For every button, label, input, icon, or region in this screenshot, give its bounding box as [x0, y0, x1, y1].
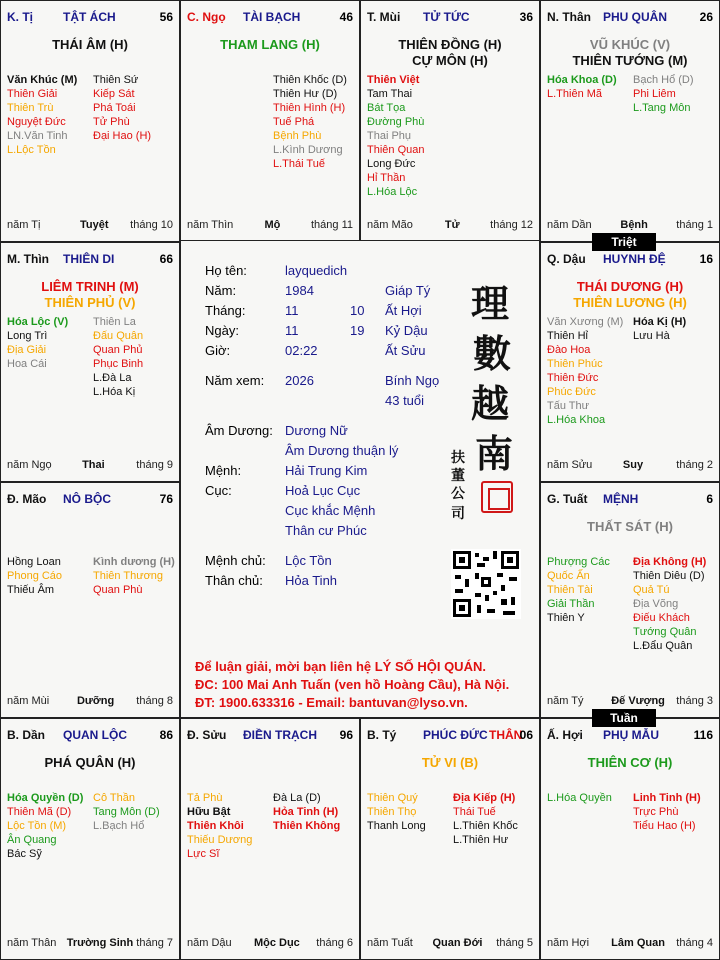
minor-star: Tấu Thư — [547, 400, 590, 412]
minor-star: Thanh Long — [367, 820, 426, 832]
minor-star: Thiên Giải — [7, 88, 58, 100]
minor-stars-right — [453, 791, 518, 847]
minor-star: L.Hóa Lộc — [367, 186, 418, 198]
palace-stage: Tử — [444, 219, 460, 231]
palace-name: PHỤ MẪU — [603, 728, 659, 742]
main-stars — [541, 519, 719, 535]
palace-stage: Dưỡng — [76, 695, 115, 707]
name-value: layquedich — [285, 263, 348, 278]
than-cu-note: Thân cư Phúc — [285, 523, 367, 538]
minor-star: L.Hóa Kị — [93, 386, 136, 398]
palace-footer — [541, 695, 719, 709]
palace-header — [1, 723, 179, 741]
minor-stars-left — [547, 555, 610, 625]
palace-footer — [361, 937, 539, 951]
main-star: VŨ KHÚC (V) — [589, 37, 671, 52]
palace-decade: 56 — [159, 10, 173, 24]
palace-decade: 66 — [159, 252, 173, 266]
palace-name: TẬT ÁCH — [63, 10, 116, 24]
minor-stars-left — [367, 73, 424, 199]
minor-star: Thái Tuế — [453, 806, 496, 818]
palace-decade: 26 — [699, 10, 713, 24]
minor-star: Kiếp Sát — [93, 88, 135, 100]
palace-cell[interactable] — [0, 718, 180, 960]
palace-stage: Mộ — [264, 219, 281, 231]
palace-stage: Quan Đới — [432, 937, 483, 949]
minor-star: Tướng Quân — [633, 626, 697, 638]
palace-footer — [361, 219, 539, 233]
minor-stars-left — [7, 315, 68, 371]
minor-star: Hóa Quyền (D) — [7, 792, 84, 804]
main-stars — [541, 279, 719, 311]
minor-star: Thiên Y — [547, 612, 585, 624]
palace-footer — [1, 459, 179, 473]
contact-phone-email: ĐT: 1900.633316 - Email: bantuvan@lyso.vn. — [195, 695, 468, 710]
red-seal-stamp — [481, 481, 513, 513]
minor-star: Địa Võng — [633, 598, 679, 610]
main-star: LIÊM TRINH (M) — [41, 279, 139, 294]
palace-stage: Trường Sinh — [66, 937, 134, 949]
minor-star: Hóa Kị (H) — [633, 316, 687, 328]
palace-position: B. Tý — [367, 728, 397, 742]
palace-year: năm Mùi — [7, 695, 50, 707]
main-star: THÁI ÂM (H) — [52, 37, 128, 52]
minor-star: L.Tang Môn — [633, 102, 691, 114]
minor-star: Thiếu Dương — [187, 834, 253, 846]
minor-star: Hóa Lộc (V) — [7, 316, 69, 328]
minor-star: Ân Quang — [7, 834, 57, 846]
palace-month: tháng 7 — [136, 937, 173, 949]
minor-star: Đà La (D) — [273, 792, 321, 804]
palace-decade: 76 — [159, 492, 173, 506]
main-stars — [361, 37, 539, 69]
minor-star: Địa Kiếp (H) — [453, 792, 516, 804]
hour-label: Giờ: — [205, 343, 231, 358]
palace-cell[interactable] — [0, 482, 180, 718]
cuc-note: Cục khắc Mệnh — [285, 503, 376, 518]
palace-stage: Đế Vượng — [611, 695, 665, 707]
main-stars — [1, 755, 179, 771]
contact-line-1: Để luận giải, mời bạn liên hệ LÝ SỐ HỘI QUÁN. — [195, 659, 486, 674]
minor-star: Thiếu Âm — [7, 584, 55, 596]
minor-star: Thai Phụ — [367, 130, 412, 142]
amduong-label: Âm Dương: — [205, 423, 273, 438]
main-stars — [1, 37, 179, 53]
view-year-value: 2026 — [285, 373, 314, 388]
palace-position: C. Ngọ — [187, 10, 226, 24]
palace-position: N. Thân — [547, 10, 591, 24]
palace-month: tháng 5 — [496, 937, 533, 949]
palace-header — [181, 5, 359, 23]
palace-name: TỬ TỨC — [423, 10, 470, 24]
minor-star: Lực Sĩ — [187, 848, 220, 860]
amduong-note: Âm Dương thuận lý — [285, 443, 399, 458]
palace-header — [541, 5, 719, 23]
amduong-value: Dương Nữ — [285, 423, 348, 438]
palace-year: năm Ngọ — [7, 459, 52, 471]
minor-star: Thiên Thương — [93, 570, 164, 582]
palace-stage: Mộc Dục — [253, 937, 300, 949]
minor-star: L.Lộc Tồn — [7, 144, 56, 156]
palace-decade: 96 — [339, 728, 353, 742]
palace-name: HUYNH ĐỆ — [603, 252, 666, 266]
month-lunar: 10 — [350, 303, 365, 318]
minor-star: Đại Hao (H) — [93, 130, 152, 142]
palace-footer — [1, 219, 179, 233]
main-star: THIÊN PHỦ (V) — [44, 295, 136, 310]
qr-code-icon[interactable] — [451, 549, 521, 619]
view-year-label: Năm xem: — [205, 373, 265, 388]
minor-star: Đường Phù — [367, 116, 425, 128]
day-can: Kỷ Dậu — [385, 323, 428, 338]
minor-star: L.Thái Tuế — [273, 158, 325, 170]
minor-star: Thiên Mã (D) — [7, 806, 72, 818]
palace-cell[interactable] — [360, 718, 540, 960]
palace-decade: 36 — [519, 10, 533, 24]
view-year-can: Bính Ngọ — [385, 373, 440, 388]
palace-name: QUAN LỘC — [63, 728, 127, 742]
month-can: Ất Hợi — [385, 303, 422, 318]
palace-decade: 46 — [339, 10, 353, 24]
hour-can: Ất Sửu — [385, 343, 426, 358]
than-marker: THÂN — [489, 728, 523, 742]
palace-stage: Tuyệt — [80, 219, 109, 231]
minor-star: Lưu Hà — [633, 330, 670, 342]
palace-month: tháng 10 — [130, 219, 173, 231]
main-star: THÁI DƯƠNG (H) — [576, 279, 684, 294]
minor-star: Quả Tú — [633, 584, 670, 596]
palace-footer — [181, 937, 359, 951]
main-stars — [181, 37, 359, 53]
minor-star: Phá Toái — [93, 102, 136, 114]
palace-cell[interactable] — [540, 718, 720, 960]
palace-position: Q. Dậu — [547, 252, 586, 266]
minor-star: Thiên Quý — [367, 792, 418, 804]
minor-star: Thiên Khôi — [187, 820, 244, 832]
minor-star: Bạch Hổ (D) — [633, 74, 694, 86]
palace-footer — [1, 937, 179, 951]
minor-star: Phúc Đức — [547, 386, 596, 398]
minor-star: L.Kình Dương — [273, 144, 343, 156]
minor-star: Giải Thần — [547, 598, 595, 610]
minor-star: Tang Môn (D) — [93, 806, 160, 818]
minor-star: L.Thiên Hư — [453, 834, 509, 846]
minor-star: Văn Khúc (M) — [7, 74, 78, 86]
minor-star: Thiên La — [93, 316, 136, 328]
age-value: 43 tuổi — [385, 393, 425, 408]
palace-cell[interactable] — [540, 242, 720, 482]
palace-cell[interactable] — [180, 718, 360, 960]
minor-star: Tam Thai — [367, 88, 413, 100]
minor-star: Thiên Quan — [367, 144, 425, 156]
menh-chu-label: Mệnh chủ: — [205, 553, 266, 568]
palace-position: G. Tuất — [547, 492, 588, 506]
palace-position: T. Mùi — [367, 10, 401, 24]
palace-footer — [1, 695, 179, 709]
minor-star: Địa Không (H) — [633, 556, 707, 568]
tuan-tag: Tuần — [592, 709, 656, 727]
minor-stars-left — [547, 791, 612, 805]
palace-month: tháng 8 — [136, 695, 173, 707]
palace-header — [361, 5, 539, 23]
minor-stars-right — [93, 73, 151, 143]
main-stars — [1, 279, 179, 311]
minor-star: Quốc Ấn — [547, 570, 590, 582]
palace-name: TÀI BẠCH — [243, 10, 301, 24]
minor-stars-left — [367, 791, 426, 833]
calligraphy-char-1: 理 — [471, 281, 510, 326]
main-star: THIÊN TƯỚNG (M) — [572, 53, 688, 68]
minor-stars-right — [93, 555, 175, 597]
minor-star: Thiên Khốc (D) — [273, 74, 347, 86]
palace-decade: 16 — [699, 252, 713, 266]
minor-star: Cô Thần — [93, 792, 135, 804]
palace-name: THIÊN DI — [63, 252, 115, 266]
contact-address: ĐC: 100 Mai Anh Tuấn (ven hồ Hoàng Cầu), Hà Nội. — [195, 677, 510, 692]
minor-star: Thiên Việt — [367, 74, 420, 86]
minor-star: Lộc Tồn (M) — [7, 820, 67, 832]
minor-stars-right — [93, 315, 143, 399]
minor-star: Thiên Không — [273, 820, 341, 832]
menh-chu-value: Lộc Tồn — [285, 553, 332, 568]
palace-header — [361, 723, 539, 741]
palace-stage: Lâm Quan — [611, 937, 665, 949]
palace-decade: 116 — [693, 728, 713, 742]
palace-footer — [181, 219, 359, 233]
palace-month: tháng 4 — [676, 937, 713, 949]
triet-tag: Triệt — [592, 233, 656, 251]
minor-star: L.Thiên Mã — [547, 88, 603, 100]
main-stars — [541, 37, 719, 69]
minor-star: Hỏa Tinh (H) — [273, 806, 339, 818]
main-stars — [541, 755, 719, 771]
minor-star: Địa Giải — [7, 344, 47, 356]
palace-footer — [541, 459, 719, 473]
minor-star: Điếu Khách — [633, 612, 690, 624]
minor-star: Tử Phù — [93, 116, 130, 128]
palace-position: Đ. Mão — [7, 492, 47, 506]
main-stars — [361, 755, 539, 771]
palace-position: B. Dần — [7, 728, 46, 742]
calligraphy-char-4: 南 — [475, 431, 514, 476]
main-star: THIÊN LƯƠNG (H) — [573, 295, 687, 310]
minor-star: Thiên Trù — [7, 102, 54, 114]
day-lunar: 19 — [350, 323, 365, 338]
palace-year: năm Dậu — [187, 937, 232, 949]
minor-star: Kình dương (H) — [93, 556, 175, 568]
calligraphy-char-3: 越 — [471, 381, 510, 426]
minor-stars-right — [273, 791, 340, 833]
minor-star: Thiên Tài — [547, 584, 593, 596]
main-star: THẤT SÁT (H) — [587, 519, 673, 534]
than-chu-value: Hỏa Tinh — [285, 573, 338, 588]
minor-star: Thiên Hình (H) — [273, 102, 346, 114]
cuc-label: Cục: — [205, 483, 232, 498]
palace-year: năm Hợi — [547, 937, 590, 949]
palace-cell[interactable] — [540, 0, 720, 242]
minor-star: Bát Tọa — [367, 102, 406, 114]
minor-star: L.Hóa Khoa — [547, 414, 606, 426]
minor-star: Hữu Bật — [187, 806, 231, 818]
minor-star: L.Bạch Hổ — [93, 820, 145, 832]
menh-label: Mệnh: — [205, 463, 242, 478]
palace-month: tháng 9 — [136, 459, 173, 471]
minor-star: Thiên Sứ — [93, 74, 139, 86]
name-label: Họ tên: — [205, 263, 247, 278]
minor-star: L.Đà La — [93, 372, 132, 384]
minor-star: L.Thiên Khốc — [453, 820, 518, 832]
main-star: PHÁ QUÂN (H) — [44, 755, 136, 770]
minor-star: Đấu Quân — [93, 330, 144, 342]
palace-cell[interactable] — [180, 0, 360, 242]
year-can: Giáp Tý — [385, 283, 431, 298]
palace-header — [541, 487, 719, 505]
minor-star: Long Trì — [7, 330, 48, 342]
minor-star: Văn Xương (M) — [547, 316, 624, 328]
palace-header — [181, 723, 359, 741]
minor-star: L.Đẩu Quân — [633, 640, 693, 652]
palace-position: K. Tị — [7, 10, 33, 24]
minor-star: L.Hóa Quyền — [547, 792, 612, 804]
menh-value: Hải Trung Kim — [285, 463, 368, 478]
main-star: THIÊN ĐỒNG (H) — [398, 37, 502, 52]
minor-star: Linh Tinh (H) — [633, 792, 701, 804]
day-value: 11 — [285, 323, 299, 338]
day-label: Ngày: — [205, 323, 239, 338]
palace-name: MỆNH — [603, 492, 639, 506]
palace-month: tháng 11 — [310, 219, 353, 231]
minor-star: Thiên Hỉ — [547, 330, 588, 342]
minor-stars-left — [187, 791, 252, 861]
minor-stars-right — [633, 73, 694, 115]
palace-year: năm Thìn — [187, 219, 234, 231]
minor-star: Hoa Cái — [7, 358, 47, 370]
minor-stars-left — [7, 73, 77, 157]
main-star: CỰ MÔN (H) — [412, 53, 488, 68]
calligraphy-char-2: 數 — [473, 331, 512, 376]
center-info-panel — [180, 240, 540, 718]
month-label: Tháng: — [205, 303, 246, 318]
minor-star: Nguyệt Đức — [7, 116, 66, 128]
palace-stage: Thai — [82, 459, 105, 471]
palace-header — [1, 5, 179, 23]
palace-position: M. Thìn — [7, 252, 49, 266]
palace-name: ĐIỀN TRẠCH — [243, 728, 317, 742]
palace-cell[interactable] — [0, 242, 180, 482]
palace-stage: Suy — [622, 459, 644, 471]
palace-footer — [541, 937, 719, 951]
minor-stars-left — [547, 315, 623, 427]
calligraphy-side-1: 扶 — [451, 450, 465, 466]
palace-position: Ấ. Hợi — [547, 728, 583, 742]
palace-month: tháng 6 — [316, 937, 353, 949]
minor-star: Tuế Phá — [273, 116, 315, 128]
minor-star: Phi Liêm — [633, 88, 676, 100]
minor-star: Thiên Hư (D) — [273, 88, 338, 100]
palace-decade: 06 — [519, 728, 533, 742]
minor-stars-right — [633, 315, 686, 343]
palace-name: PHU QUÂN — [603, 10, 668, 24]
minor-star: Phong Cáo — [7, 570, 63, 582]
minor-star: Hóa Khoa (D) — [547, 74, 617, 86]
palace-year: năm Dần — [547, 219, 592, 231]
minor-stars-right — [93, 791, 160, 833]
palace-cell[interactable] — [540, 482, 720, 718]
minor-star: Quan Phù — [93, 584, 143, 596]
minor-stars-right — [633, 555, 706, 653]
minor-star: Bác Sỹ — [7, 848, 42, 860]
palace-year: năm Tuất — [367, 937, 413, 949]
main-star: THAM LANG (H) — [220, 37, 320, 52]
palace-year: năm Mão — [367, 219, 413, 231]
month-value: 11 — [285, 303, 299, 318]
palace-month: tháng 1 — [676, 219, 713, 231]
minor-stars-left — [547, 73, 617, 101]
minor-star: Đào Hoa — [547, 344, 591, 356]
minor-star: LN.Văn Tinh — [7, 130, 68, 142]
minor-star: Tả Phù — [187, 792, 223, 804]
palace-decade: 86 — [159, 728, 173, 742]
palace-decade: 6 — [706, 492, 713, 506]
minor-star: Phượng Các — [547, 556, 610, 568]
palace-year: năm Sửu — [547, 459, 593, 471]
minor-star: Long Đức — [367, 158, 416, 170]
minor-star: Thiên Đức — [547, 372, 599, 384]
minor-star: Hỉ Thần — [367, 172, 406, 184]
palace-header — [1, 247, 179, 265]
palace-name: NÔ BỘC — [63, 492, 111, 506]
minor-star: Thiên Phúc — [547, 358, 603, 370]
minor-star: Hồng Loan — [7, 556, 61, 568]
main-star: TỬ VI (B) — [421, 755, 479, 770]
palace-cell[interactable] — [0, 0, 180, 242]
palace-month: tháng 2 — [676, 459, 713, 471]
palace-position: Đ. Sửu — [187, 728, 227, 742]
calligraphy-side-3: 公 — [451, 486, 465, 502]
palace-month: tháng 3 — [676, 695, 713, 707]
minor-stars-right — [633, 791, 701, 833]
cuc-value: Hoả Lục Cục — [285, 483, 361, 498]
calligraphy-side-2: 董 — [451, 468, 465, 484]
palace-cell[interactable] — [360, 0, 540, 242]
minor-stars-left — [7, 555, 62, 597]
minor-star: Phục Binh — [93, 358, 144, 370]
minor-star: Trực Phù — [633, 806, 679, 818]
main-star: THIÊN CƠ (H) — [587, 755, 673, 770]
minor-star: Tiểu Hao (H) — [633, 820, 696, 832]
minor-star: Bệnh Phù — [273, 130, 322, 142]
palace-header — [1, 487, 179, 505]
minor-star: Quan Phủ — [93, 344, 143, 356]
palace-name: PHÚC ĐỨC — [423, 728, 488, 742]
hour-value: 02:22 — [285, 343, 318, 358]
palace-year: năm Thân — [7, 937, 57, 949]
year-label: Năm: — [205, 283, 237, 298]
palace-year: năm Tý — [547, 695, 584, 707]
minor-star: Thiên Thọ — [367, 806, 417, 818]
calligraphy-side-4: 司 — [451, 506, 465, 522]
minor-star: Thiên Diêu (D) — [633, 570, 705, 582]
palace-footer — [541, 219, 719, 233]
than-chu-label: Thân chủ: — [205, 573, 263, 588]
minor-stars-left — [7, 791, 83, 861]
palace-stage: Bệnh — [620, 219, 648, 231]
year-value: 1984 — [285, 283, 314, 298]
palace-month: tháng 12 — [490, 219, 533, 231]
palace-year: năm Tị — [7, 219, 41, 231]
minor-stars-right — [273, 73, 347, 171]
